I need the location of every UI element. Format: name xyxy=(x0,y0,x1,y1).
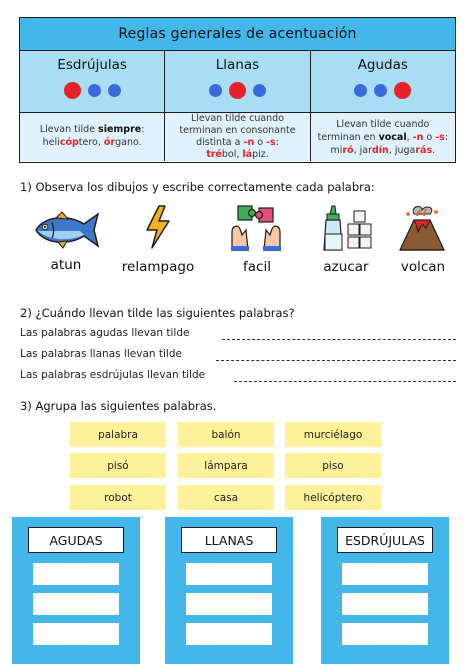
word-card[interactable]: robot xyxy=(70,485,166,510)
question-line: Las palabras llanas llevan tilde xyxy=(20,348,182,360)
drop-slot[interactable] xyxy=(186,593,272,615)
rules-header-row xyxy=(20,51,455,113)
unstressed-syllable-dot xyxy=(374,84,387,97)
picture-label: volcan xyxy=(400,259,446,275)
stressed-syllable-dot xyxy=(229,82,246,99)
drop-slot[interactable] xyxy=(186,563,272,585)
column-title: Esdrújulas xyxy=(57,57,127,73)
rule-line: Llevan tilde cuando xyxy=(336,119,430,130)
group-agudas xyxy=(12,517,140,664)
puzzle-hands-icon xyxy=(228,202,284,252)
word-card[interactable]: pisó xyxy=(70,453,166,478)
drop-slot[interactable] xyxy=(342,593,428,615)
group-title: ESDRÚJULAS xyxy=(337,527,433,553)
unstressed-syllable-dot xyxy=(88,84,101,97)
stressed-syllable-dot xyxy=(394,82,411,99)
rule-text-llanas xyxy=(165,113,310,161)
fish-icon xyxy=(30,208,102,252)
rules-body-row xyxy=(20,113,455,161)
picture-label: facil xyxy=(243,259,271,275)
drop-slot[interactable] xyxy=(33,623,119,645)
section2-title: 2) ¿Cuándo llevan tilde las siguientes palabras? xyxy=(20,306,295,320)
section1-title: 1) Observa los dibujos y escribe correctamente cada palabra: xyxy=(20,180,375,194)
drop-slot[interactable] xyxy=(33,563,119,585)
picture-label: azucar xyxy=(323,259,369,275)
rule-line: terminan en vocal, -n o -s: xyxy=(317,132,449,143)
section3-title: 3) Agrupa las siguientes palabras. xyxy=(20,399,217,413)
word-card[interactable]: balón xyxy=(178,422,274,447)
rule-line: Llevan tilde cuando xyxy=(190,113,285,124)
drop-slot[interactable] xyxy=(186,623,272,645)
syllable-dots xyxy=(64,82,121,99)
syllable-dots xyxy=(209,82,266,99)
sugar-icon xyxy=(318,204,376,252)
group-title: LLANAS xyxy=(181,527,277,553)
unstressed-syllable-dot xyxy=(354,84,367,97)
lightning-icon xyxy=(143,204,173,250)
rules-title: Reglas generales de acentuación xyxy=(20,18,455,51)
word-card[interactable]: lámpara xyxy=(178,453,274,478)
rule-line: helicóptero, órgano. xyxy=(42,137,142,148)
rule-text-esdrujulas xyxy=(20,113,165,161)
question-line: Las palabras agudas llevan tilde xyxy=(20,327,190,339)
rules-header-llanas xyxy=(165,51,310,112)
word-card[interactable]: helicóptero xyxy=(285,485,381,510)
question-line: Las palabras esdrújulas llevan tilde xyxy=(20,369,206,381)
rules-header-agudas xyxy=(311,51,455,112)
picture-label: atun xyxy=(50,257,82,273)
unstressed-syllable-dot xyxy=(108,84,121,97)
drop-slot[interactable] xyxy=(33,593,119,615)
accent-rules-table xyxy=(19,17,456,163)
word-card[interactable]: murciélago xyxy=(285,422,381,447)
word-card[interactable]: piso xyxy=(285,453,381,478)
unstressed-syllable-dot xyxy=(253,84,266,97)
volcano-icon xyxy=(396,204,448,252)
answer-blank[interactable] xyxy=(216,360,456,361)
answer-blank[interactable] xyxy=(222,339,456,340)
column-title: Agudas xyxy=(357,57,408,73)
rule-line: Llevan tilde siempre: xyxy=(39,124,145,135)
unstressed-syllable-dot xyxy=(209,84,222,97)
word-card[interactable]: palabra xyxy=(70,422,166,447)
rule-line: miró, jardín, jugarás. xyxy=(330,145,436,156)
answer-blank[interactable] xyxy=(234,381,456,382)
word-card[interactable]: casa xyxy=(178,485,274,510)
rule-line: distinta a -n o -s: xyxy=(196,137,279,148)
column-title: Llanas xyxy=(215,57,260,73)
group-llanas xyxy=(165,517,293,664)
syllable-dots xyxy=(354,82,411,99)
drop-slot[interactable] xyxy=(342,563,428,585)
group-esdrujulas xyxy=(321,517,449,664)
rule-text-agudas xyxy=(311,113,455,161)
group-title: AGUDAS xyxy=(28,527,124,553)
rules-header-esdrujulas xyxy=(20,51,165,112)
rule-line: trébol, lápiz. xyxy=(206,149,269,160)
drop-slot[interactable] xyxy=(342,623,428,645)
picture-label: relampago xyxy=(121,259,195,275)
rule-line: terminan en consonante xyxy=(179,125,296,136)
stressed-syllable-dot xyxy=(64,82,81,99)
